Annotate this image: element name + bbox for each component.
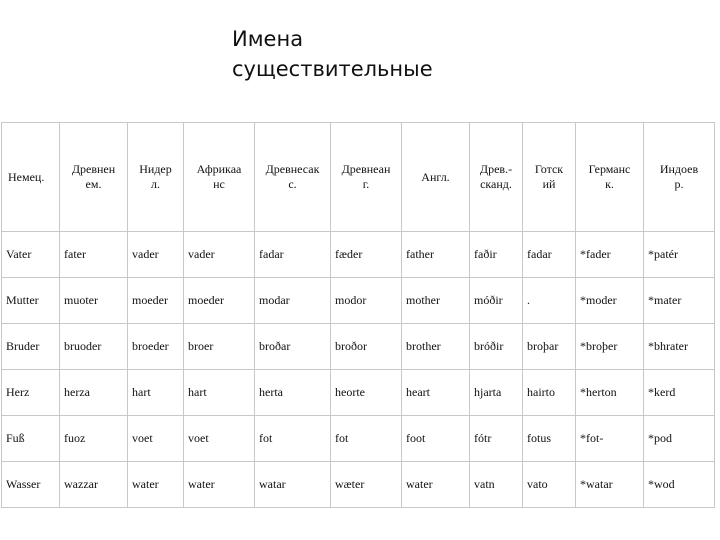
word-cell: vader	[184, 232, 255, 278]
word-cell: wæter	[331, 462, 402, 508]
word-cell: hjarta	[470, 370, 523, 416]
word-cell: father	[402, 232, 470, 278]
column-header-line: Нидер	[139, 162, 172, 176]
word-cell: faðir	[470, 232, 523, 278]
word-cell: hairto	[523, 370, 576, 416]
word-cell: *patér	[644, 232, 715, 278]
column-header-line: сканд.	[480, 177, 512, 191]
word-cell: broeder	[128, 324, 184, 370]
word-cell: brother	[402, 324, 470, 370]
column-header	[402, 123, 470, 232]
word-cell: fot	[255, 416, 331, 462]
column-header-line: Древ.-	[479, 162, 513, 176]
table-row	[2, 324, 715, 370]
word-cell: vatn	[470, 462, 523, 508]
word-cell: wazzar	[60, 462, 128, 508]
column-header-line: ем.	[85, 177, 102, 191]
column-header	[60, 123, 128, 232]
word-cell: fater	[60, 232, 128, 278]
column-header-line: с.	[288, 177, 297, 191]
word-cell: *herton	[576, 370, 644, 416]
word-cell: *pod	[644, 416, 715, 462]
column-header	[576, 123, 644, 232]
page-title	[232, 24, 433, 84]
column-header-line: Англ.	[421, 169, 450, 184]
column-header	[2, 123, 60, 232]
word-cell: fuoz	[60, 416, 128, 462]
word-cell: mother	[402, 278, 470, 324]
column-header-line: р.	[674, 177, 684, 191]
word-cell: *moder	[576, 278, 644, 324]
column-header-line: Индоев	[659, 162, 699, 176]
word-cell: *bhrater	[644, 324, 715, 370]
column-header	[331, 123, 402, 232]
column-header-line: ий	[542, 177, 556, 191]
word-cell: fótr	[470, 416, 523, 462]
word-cell: broðar	[255, 324, 331, 370]
column-header-line: Древнен	[71, 162, 116, 176]
word-cell: water	[128, 462, 184, 508]
word-cell: fæder	[331, 232, 402, 278]
word-cell: herza	[60, 370, 128, 416]
column-header-line: Германс	[588, 162, 631, 176]
word-cell: hart	[128, 370, 184, 416]
column-header-line: г.	[362, 177, 370, 191]
column-header	[255, 123, 331, 232]
title-line-2: существительные	[232, 57, 433, 81]
word-cell: broðor	[331, 324, 402, 370]
german-word-cell: Herz	[2, 370, 60, 416]
column-header-line: нс	[213, 177, 225, 191]
word-cell: voet	[184, 416, 255, 462]
table-row	[2, 416, 715, 462]
title-line-1: Имена	[232, 27, 304, 51]
word-cell: fot	[331, 416, 402, 462]
word-cell: móðir	[470, 278, 523, 324]
german-word-cell: Bruder	[2, 324, 60, 370]
word-cell: *kerd	[644, 370, 715, 416]
word-cell: modar	[255, 278, 331, 324]
column-header	[523, 123, 576, 232]
column-header-line: Древнесак	[265, 162, 320, 176]
word-cell: broþar	[523, 324, 576, 370]
column-header-line: Немец.	[8, 169, 45, 184]
cognates-table	[1, 122, 715, 508]
word-cell: foot	[402, 416, 470, 462]
word-cell: *broþer	[576, 324, 644, 370]
word-cell: modor	[331, 278, 402, 324]
word-cell: heorte	[331, 370, 402, 416]
word-cell: *wod	[644, 462, 715, 508]
word-cell: *watar	[576, 462, 644, 508]
column-header-line: к.	[605, 177, 614, 191]
german-word-cell: Wasser	[2, 462, 60, 508]
header-row	[2, 123, 715, 232]
word-cell: moeder	[184, 278, 255, 324]
word-cell: hart	[184, 370, 255, 416]
column-header	[128, 123, 184, 232]
word-cell: voet	[128, 416, 184, 462]
word-cell: water	[402, 462, 470, 508]
word-cell: *fader	[576, 232, 644, 278]
column-header-line: л.	[151, 177, 160, 191]
german-word-cell: Mutter	[2, 278, 60, 324]
word-cell: broer	[184, 324, 255, 370]
german-word-cell: Vater	[2, 232, 60, 278]
word-cell: fadar	[255, 232, 331, 278]
word-cell: watar	[255, 462, 331, 508]
column-header-line: Готск	[534, 162, 564, 176]
word-cell: herta	[255, 370, 331, 416]
word-cell: water	[184, 462, 255, 508]
table-row	[2, 278, 715, 324]
word-cell: *mater	[644, 278, 715, 324]
word-cell: *fot-	[576, 416, 644, 462]
word-cell: bruoder	[60, 324, 128, 370]
word-cell: bróðir	[470, 324, 523, 370]
word-cell: vader	[128, 232, 184, 278]
word-cell: fadar	[523, 232, 576, 278]
word-cell: .	[523, 278, 576, 324]
word-cell: moeder	[128, 278, 184, 324]
column-header	[644, 123, 715, 232]
word-cell: heart	[402, 370, 470, 416]
column-header	[470, 123, 523, 232]
table-row	[2, 232, 715, 278]
column-header-line: Африкаа	[196, 162, 242, 176]
word-cell: fotus	[523, 416, 576, 462]
table-row	[2, 370, 715, 416]
table-row	[2, 462, 715, 508]
word-cell: muoter	[60, 278, 128, 324]
german-word-cell: Fuß	[2, 416, 60, 462]
column-header-line: Древнеан	[341, 162, 391, 176]
word-cell: vato	[523, 462, 576, 508]
column-header	[184, 123, 255, 232]
